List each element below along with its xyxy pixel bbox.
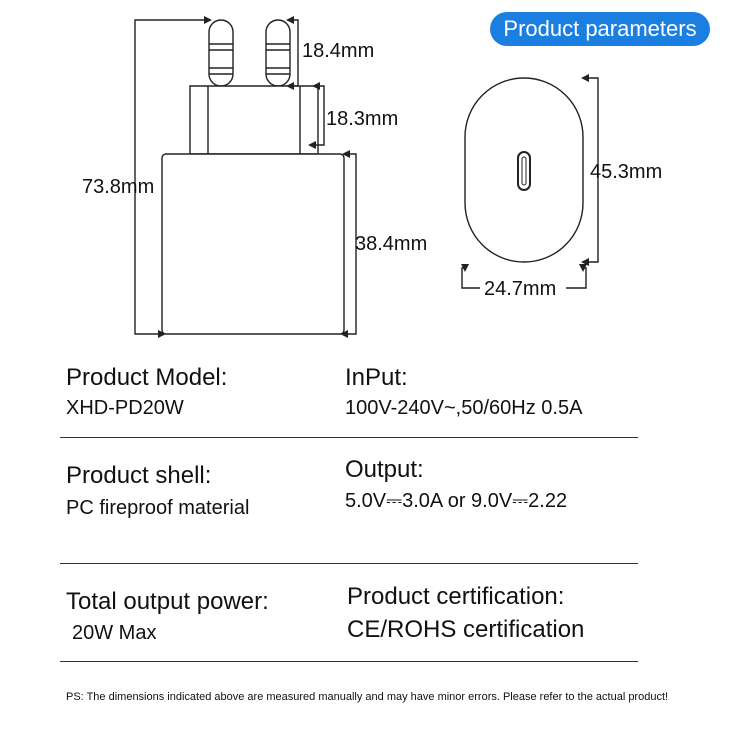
certification-value: CE/ROHS certification bbox=[347, 616, 585, 643]
output-heading: Output: bbox=[345, 456, 424, 483]
body-height-label: 38.4mm bbox=[355, 233, 428, 255]
certification-heading: Product certification: bbox=[347, 583, 565, 610]
divider-3 bbox=[60, 661, 638, 662]
plug-pin-right bbox=[266, 20, 290, 86]
total-output-power-heading: Total output power: bbox=[66, 588, 269, 615]
front-width-label: 24.7mm bbox=[484, 278, 557, 300]
total-output-power-value: 20W Max bbox=[72, 622, 157, 644]
input-heading: InPut: bbox=[345, 364, 408, 391]
product-model-value: XHD-PD20W bbox=[66, 397, 184, 419]
plug-base bbox=[190, 86, 318, 154]
pin-length-label: 18.4mm bbox=[302, 40, 375, 62]
product-shell-heading: Product shell: bbox=[66, 462, 212, 489]
input-value: 100V-240V~,50/60Hz 0.5A bbox=[345, 397, 583, 419]
total-height-label: 73.8mm bbox=[82, 176, 155, 198]
plug-pin-left bbox=[209, 20, 233, 86]
charger-front-view bbox=[465, 78, 583, 262]
product-model-heading: Product Model: bbox=[66, 364, 228, 391]
divider-1 bbox=[60, 437, 638, 438]
output-value: 5.0V⎓3.0A or 9.0V⎓2.22 bbox=[345, 490, 568, 512]
footnote: PS: The dimensions indicated above are measured manually and may have minor errors. Please refer to the actual product! bbox=[66, 691, 669, 703]
product-parameters-badge: Product parameters bbox=[490, 12, 710, 46]
product-shell-value: PC fireproof material bbox=[66, 497, 250, 519]
plug-base-height-label: 18.3mm bbox=[326, 108, 399, 130]
charger-body bbox=[162, 154, 344, 334]
front-height-label: 45.3mm bbox=[590, 161, 663, 183]
divider-2 bbox=[60, 563, 638, 564]
